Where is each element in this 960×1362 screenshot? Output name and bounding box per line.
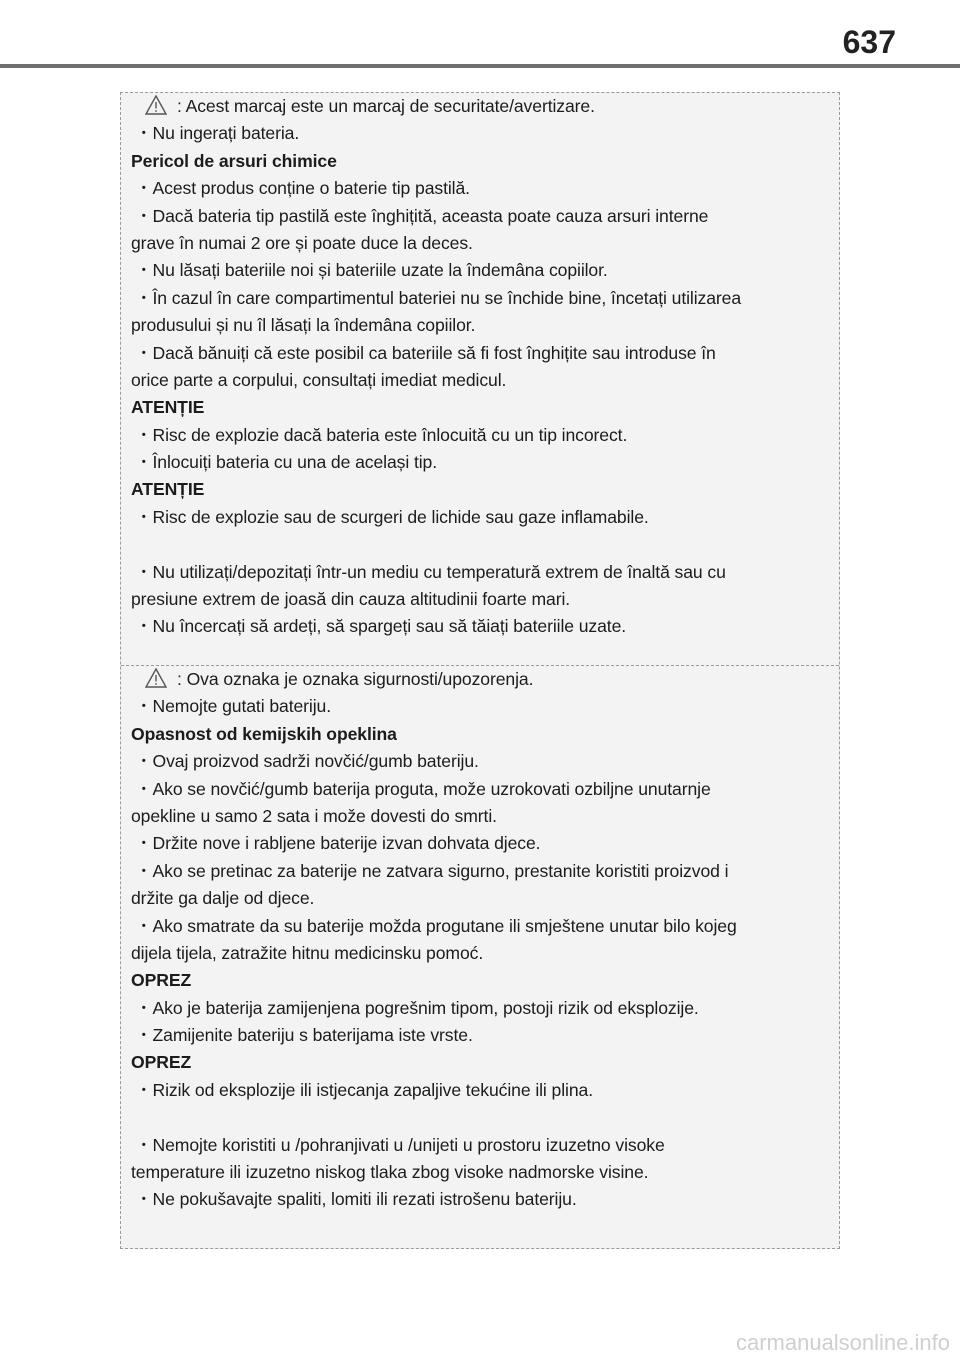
caution-heading: OPREZ — [131, 1052, 192, 1073]
warning-box — [120, 92, 840, 1249]
list-item-continuation: produsului și nu îl lăsați la îndemâna copiilor. — [131, 315, 476, 336]
romanian-warning-section — [121, 93, 839, 665]
list-item: ・Dacă bateria tip pastilă este înghițită, aceasta poate cauza arsuri interne — [135, 205, 709, 226]
intro-line-ro — [131, 93, 829, 120]
list-item-continuation: temperature ili izuzetno niskog tlaka zbog visoke nadmorske visine. — [131, 1162, 649, 1183]
list-item-continuation: držite ga dalje od djece. — [131, 888, 315, 909]
section-heading: Opasnost od kemijskih opeklina — [131, 723, 397, 744]
list-item: ・Înlocuiți bateria cu una de același tip. — [135, 452, 438, 473]
list-item: ・Ne pokušavajte spaliti, lomiti ili rezati istrošenu bateriju. — [135, 1189, 577, 1210]
list-item-continuation: opekline u samo 2 sata i može dovesti do smrti. — [131, 805, 497, 826]
list-item: ・Nu utilizați/depozitați într-un mediu cu temperatură extrem de înaltă sau cu — [135, 561, 726, 582]
list-item: ・Dacă bănuiți că este posibil ca bateriile să fi fost înghițite sau introduse în — [135, 342, 716, 363]
list-item: ・Ako smatrate da su baterije možda progutane ili smještene unutar bilo kojeg — [135, 915, 737, 936]
croatian-warning-section — [121, 665, 839, 1250]
caution-heading: OPREZ — [131, 970, 192, 991]
list-item: ・Acest produs conține o baterie tip pastilă. — [135, 178, 470, 199]
spacer — [131, 531, 829, 558]
list-item: ・Nu încercați să ardeți, să spargeți sau să tăiați bateriile uzate. — [135, 616, 627, 637]
caution-heading: ATENȚIE — [131, 397, 205, 418]
list-item: ・Risc de explozie dacă bateria este înlocuită cu un tip incorect. — [135, 424, 628, 445]
warning-triangle-icon — [145, 95, 167, 115]
list-item-continuation: presiune extrem de joasă din cauza altitudinii foarte mari. — [131, 589, 571, 610]
caution-heading: ATENȚIE — [131, 479, 205, 500]
list-item: ・Rizik od eksplozije ili istjecanja zapaljive tekućine ili plina. — [135, 1079, 593, 1100]
list-item: ・Ovaj proizvod sadrži novčić/gumb bateriju. — [135, 751, 479, 772]
list-item: ・Risc de explozie sau de scurgeri de lichide sau gaze inflamabile. — [135, 506, 649, 527]
watermark-credit: carmanualsonline.info — [735, 1330, 950, 1355]
intro-text-ro: : Acest marcaj este un marcaj de securitate/avertizare. — [177, 96, 595, 116]
list-item-continuation: orice parte a corpului, consultați imediat medicul. — [131, 369, 507, 390]
list-item-continuation: grave în numai 2 ore și poate duce la deces. — [131, 232, 473, 253]
list-item: ・Ako se novčić/gumb baterija proguta, može uzrokovati ozbiljne unutarnje — [135, 778, 711, 799]
list-item: ・Zamijenite bateriju s baterijama iste vrste. — [135, 1025, 473, 1046]
list-item: ・Ako se pretinac za baterije ne zatvara sigurno, prestanite koristiti proizvod i — [135, 860, 729, 881]
list-item: ・În cazul în care compartimentul bateriei nu se închide bine, încetați utilizarea — [135, 287, 742, 308]
header-rule — [0, 64, 960, 68]
list-item-continuation: dijela tijela, zatražite hitnu medicinsku pomoć. — [131, 942, 484, 963]
list-item: ・Ako je baterija zamijenjena pogrešnim tipom, postoji rizik od eksplozije. — [135, 997, 699, 1018]
intro-text-hr: : Ova oznaka je oznaka sigurnosti/upozorenja. — [177, 669, 534, 689]
list-item: ・Držite nove i rabljene baterije izvan dohvata djece. — [135, 833, 541, 854]
section-heading: Pericol de arsuri chimice — [131, 150, 337, 171]
page-number: 637 — [842, 24, 896, 60]
warning-triangle-icon — [145, 668, 167, 688]
list-item: ・Nemojte gutati bateriju. — [135, 696, 332, 717]
list-item: ・Nu ingerați bateria. — [135, 123, 300, 144]
list-item: ・Nemojte koristiti u /pohranjivati u /unijeti u prostoru izuzetno visoke — [135, 1134, 665, 1155]
intro-line-hr — [131, 666, 829, 693]
list-item: ・Nu lăsați bateriile noi și bateriile uzate la îndemâna copiilor. — [135, 260, 608, 281]
spacer — [131, 1104, 829, 1131]
